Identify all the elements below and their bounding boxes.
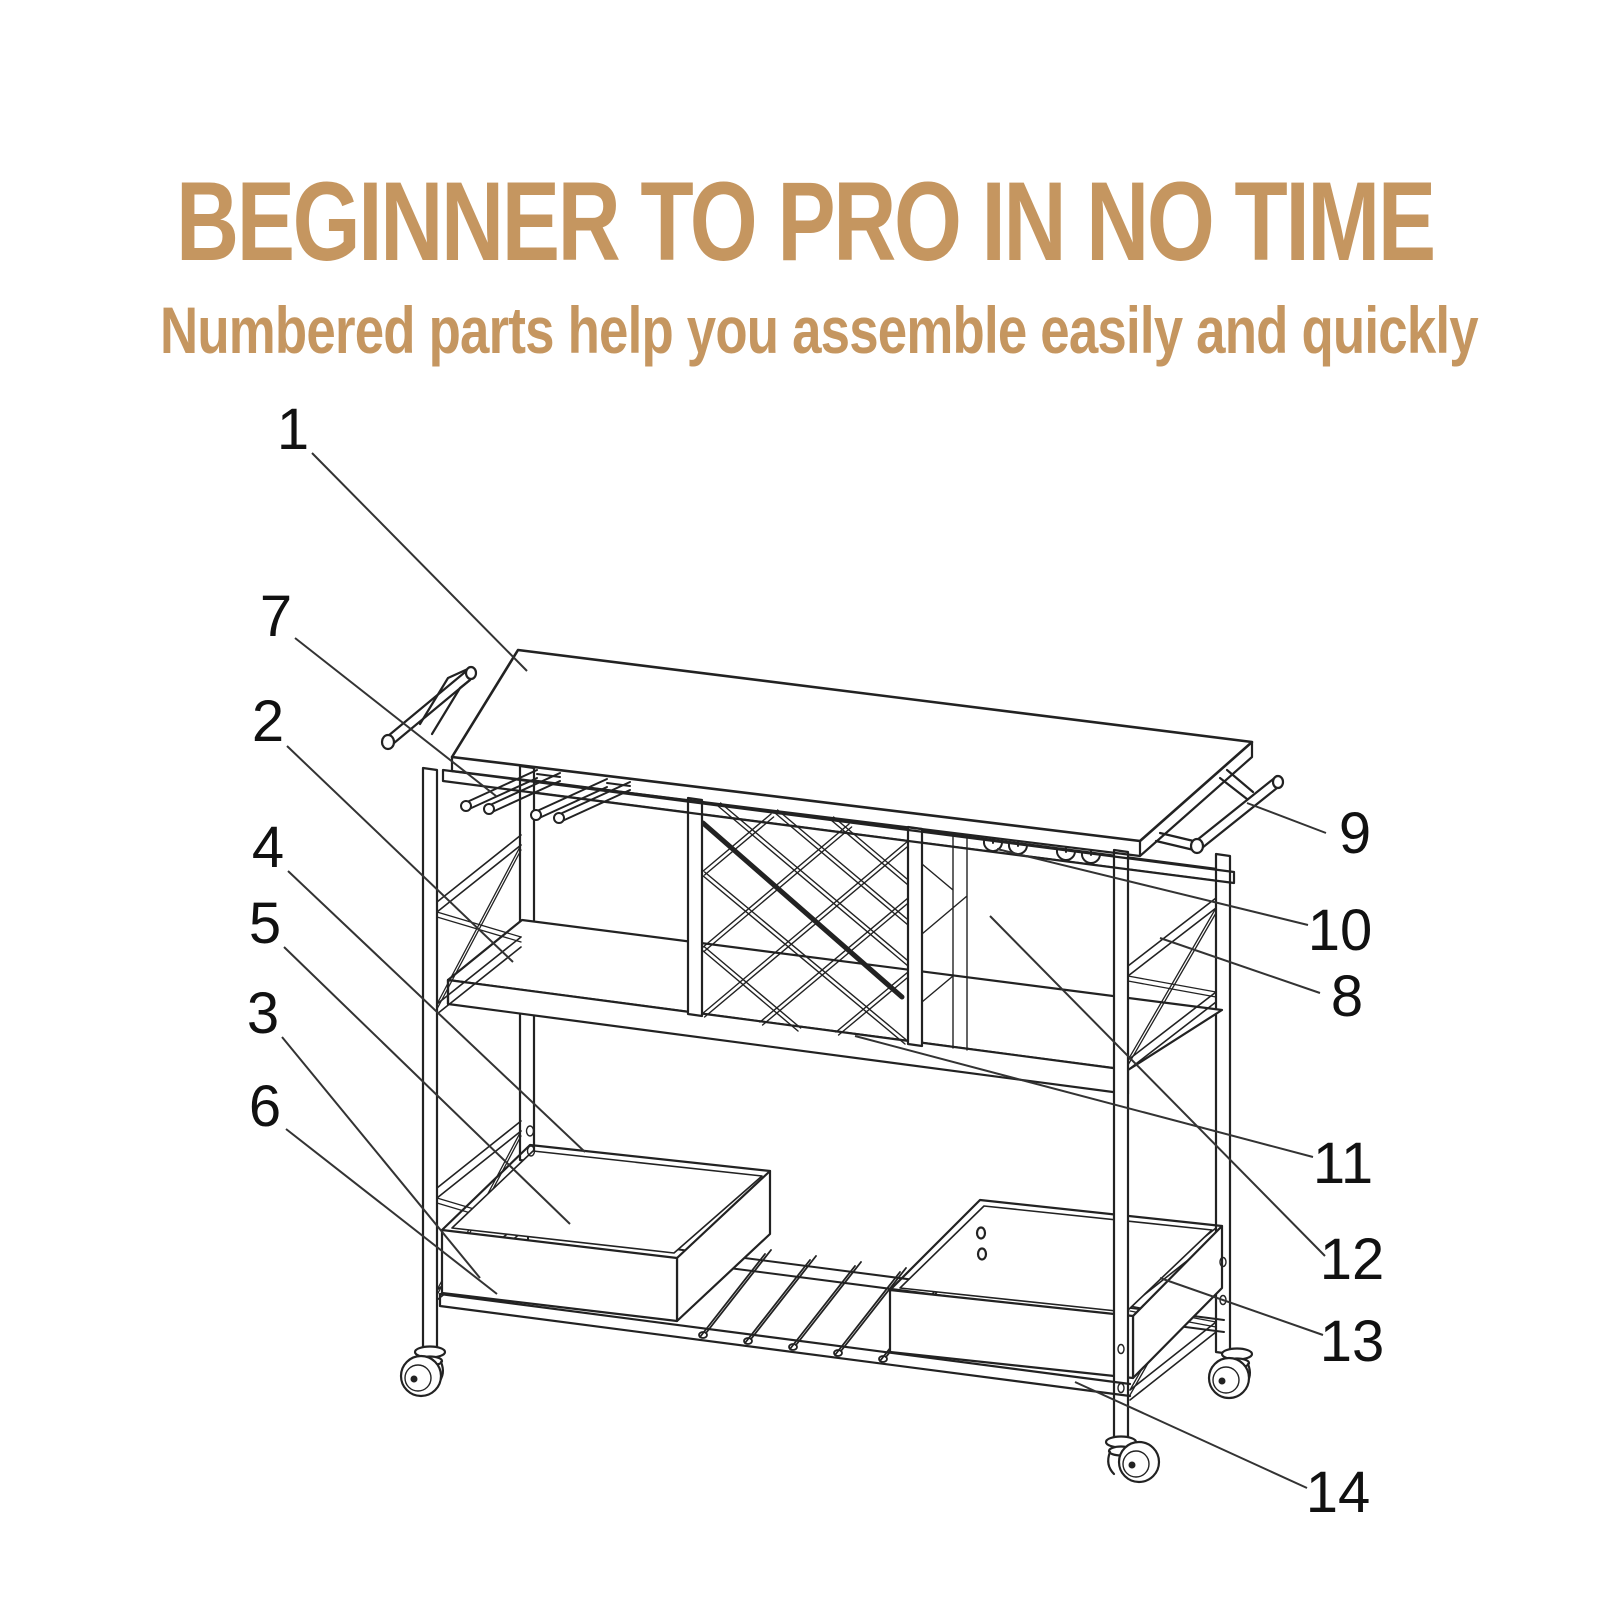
leader-line-6 bbox=[286, 1129, 497, 1294]
part-label-11-middle-shelf: 11 bbox=[1312, 1131, 1374, 1196]
page-subtitle: Numbered parts help you assemble easily and quickly bbox=[160, 293, 1478, 367]
part-label-12-right-divider-post: 12 bbox=[1319, 1227, 1385, 1292]
part-label-4-left-drawer-back-panel: 4 bbox=[251, 815, 285, 880]
leader-line-13 bbox=[1160, 1278, 1323, 1335]
leader-line-11 bbox=[855, 1036, 1313, 1157]
part-label-2-left-side-x-frame: 2 bbox=[251, 689, 285, 754]
part-label-5-left-drawer-bottom: 5 bbox=[248, 891, 282, 956]
part-label-7-stemware-glass-rack: 7 bbox=[259, 584, 293, 649]
leader-line-3 bbox=[282, 1037, 480, 1278]
leader-line-7 bbox=[295, 638, 496, 796]
part-label-10-cup-hooks: 10 bbox=[1307, 898, 1373, 963]
leader-line-10 bbox=[997, 849, 1308, 925]
part-label-9-right-handle: 9 bbox=[1338, 801, 1372, 866]
part-label-3-left-drawer-front-panel: 3 bbox=[246, 981, 280, 1046]
leader-line-8 bbox=[1160, 938, 1320, 993]
part-label-8-right-side-x-frame: 8 bbox=[1330, 964, 1364, 1029]
part-label-14-bottom-frame-rail: 14 bbox=[1305, 1460, 1371, 1525]
leader-line-9 bbox=[1247, 803, 1326, 833]
leader-line-5 bbox=[284, 947, 570, 1224]
part-label-6-bottom-shelf-frame: 6 bbox=[248, 1074, 282, 1139]
part-label-1-tabletop: 1 bbox=[276, 397, 310, 462]
leader-line-4 bbox=[288, 871, 585, 1152]
leader-line-1 bbox=[312, 453, 527, 671]
leader-line-14 bbox=[1075, 1382, 1307, 1488]
page-title: BEGINNER TO PRO IN NO TIME bbox=[176, 159, 1434, 284]
part-label-13-right-bottom-x-brace: 13 bbox=[1319, 1309, 1385, 1374]
leader-line-2 bbox=[287, 746, 513, 962]
leader-line-12 bbox=[990, 916, 1325, 1256]
